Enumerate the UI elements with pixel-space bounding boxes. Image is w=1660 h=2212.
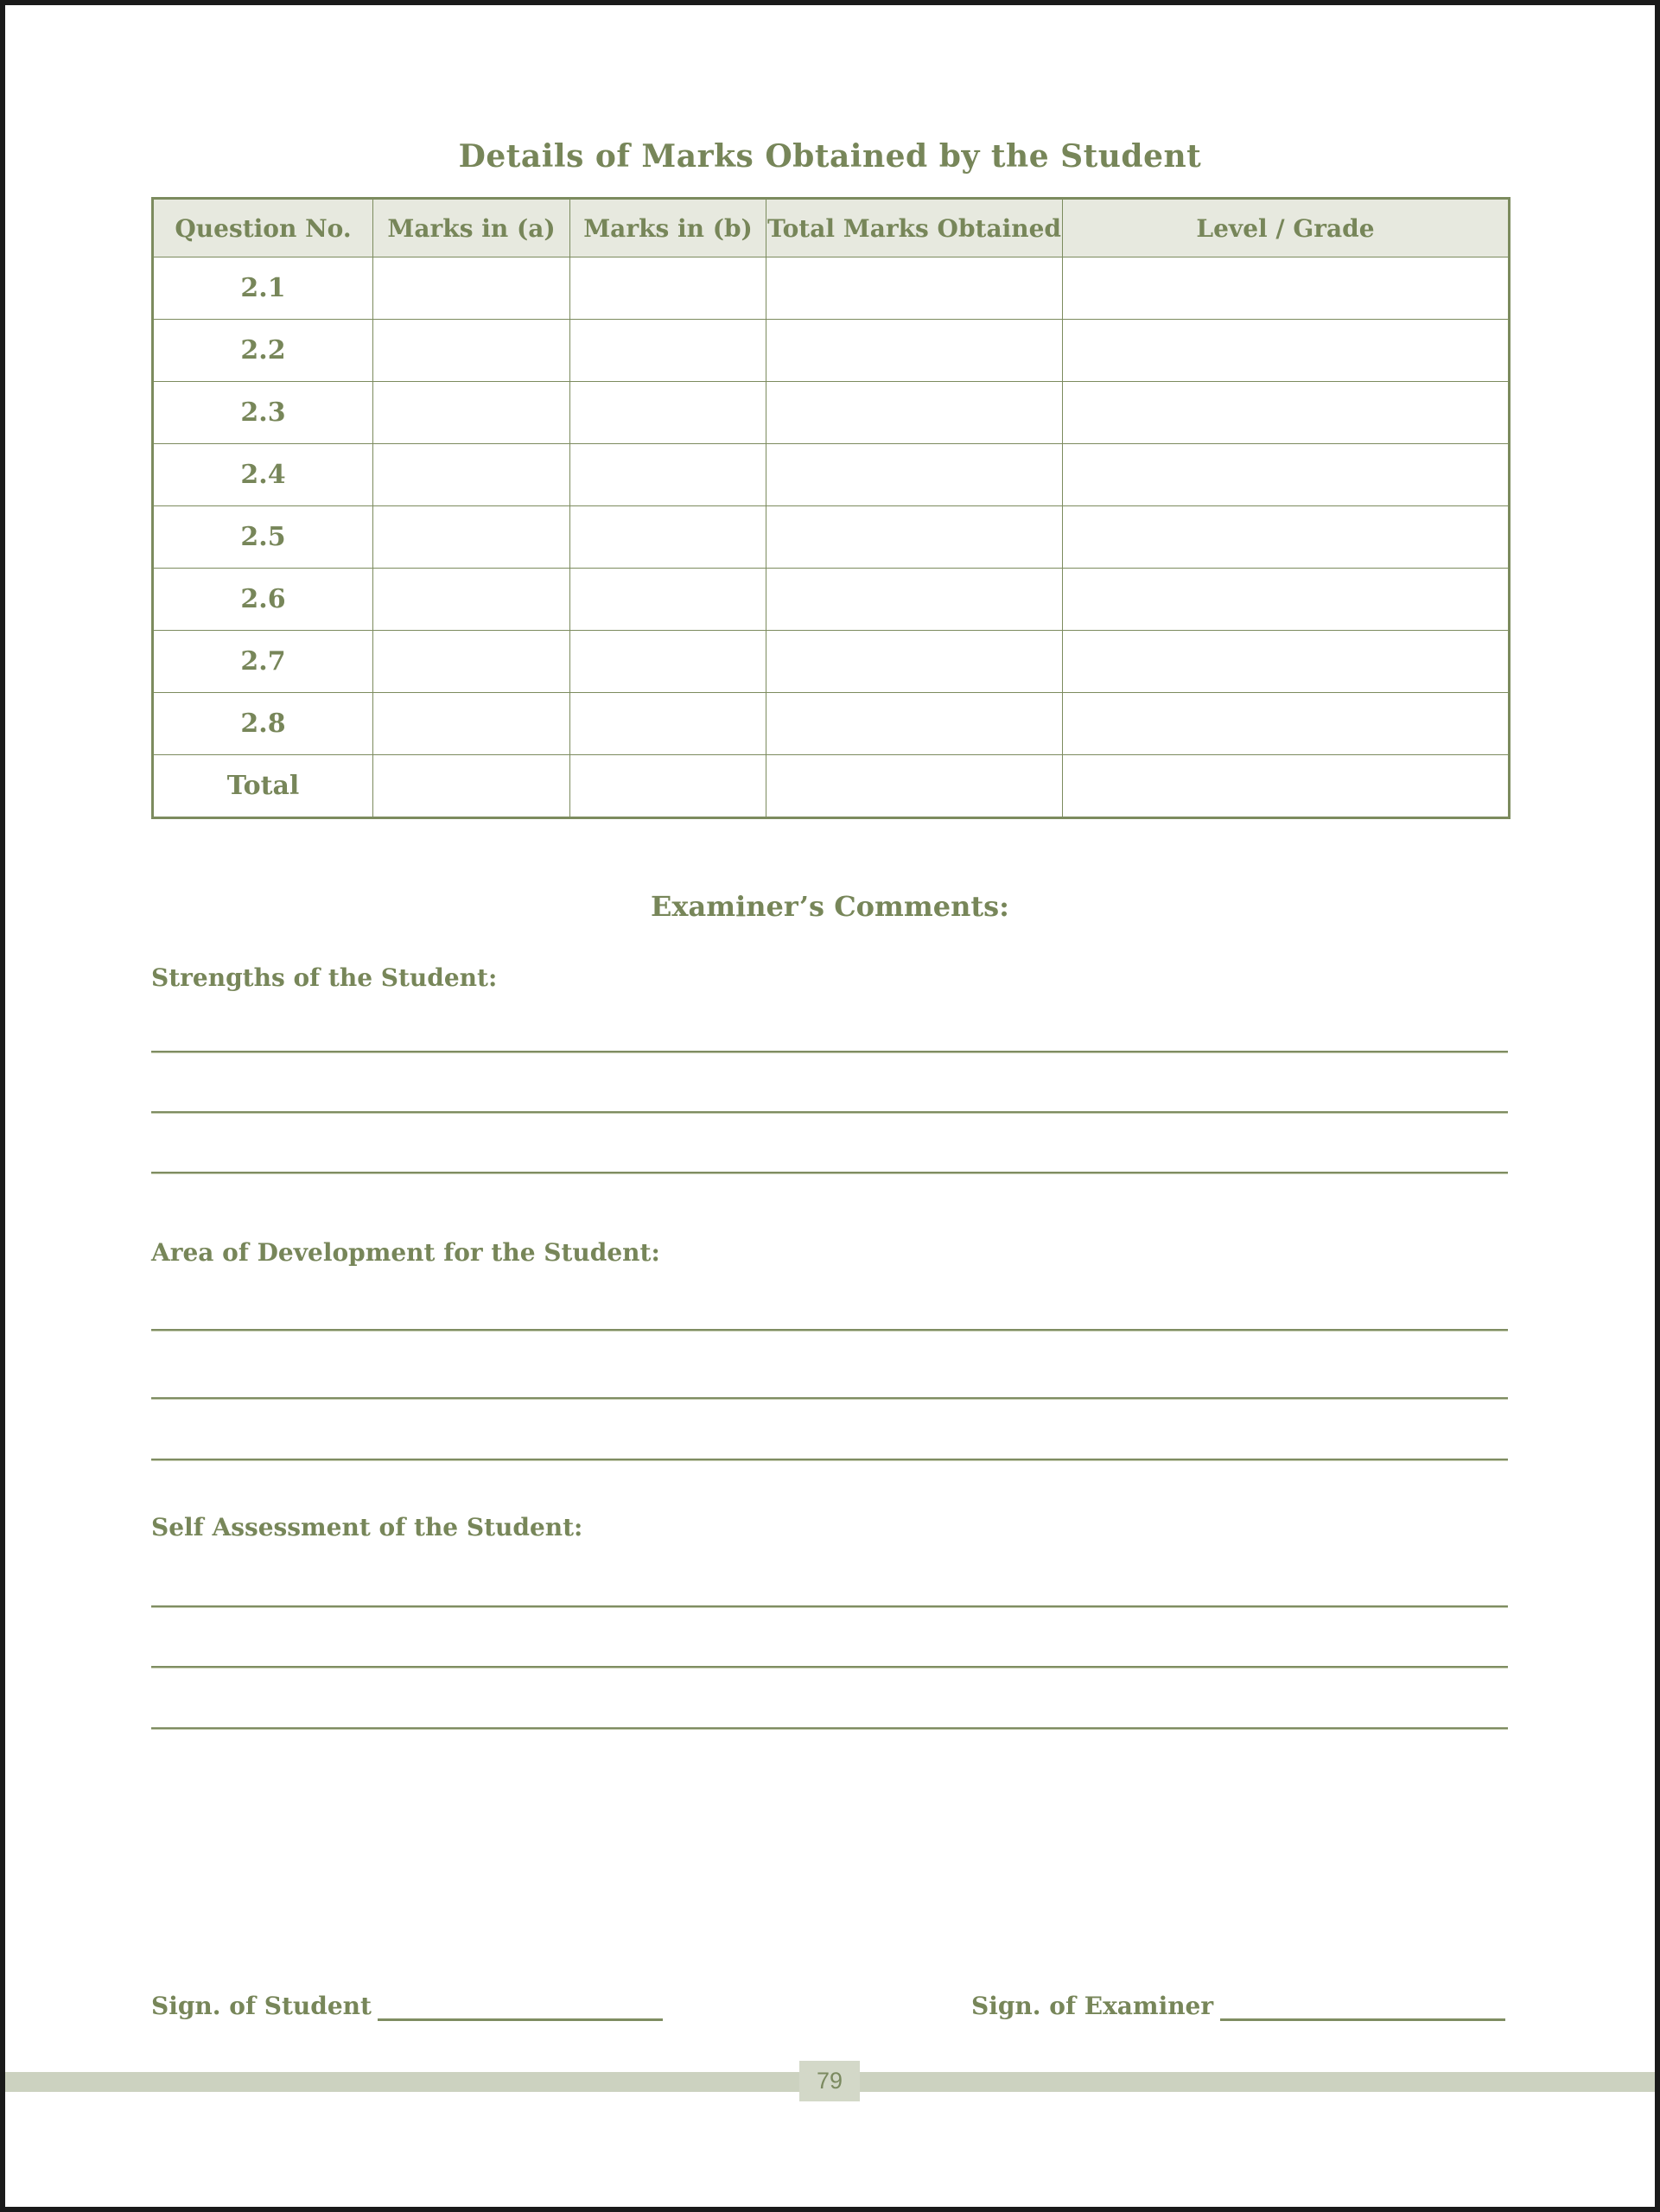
empty-cell: [766, 320, 1063, 382]
page-number-box: [799, 2061, 860, 2101]
question-number-cell: 2.2: [153, 320, 373, 382]
empty-cell: [766, 755, 1063, 818]
empty-cell: [373, 569, 570, 631]
column-header-level-grade: Level / Grade: [1063, 199, 1510, 257]
examiners-comments-heading: Examiner’s Comments:: [651, 890, 1009, 923]
empty-cell: [1063, 569, 1510, 631]
empty-cell: [570, 506, 766, 569]
question-number-cell: 2.1: [153, 257, 373, 320]
writing-line: [151, 1397, 1508, 1400]
column-header-marks-a: Marks in (a): [373, 199, 570, 257]
page-title: Details of Marks Obtained by the Student: [458, 138, 1202, 175]
table-row: [153, 631, 1510, 693]
question-number-cell: 2.4: [153, 444, 373, 506]
writing-line: [151, 1051, 1508, 1053]
sign-of-student-label: Sign. of Student: [151, 1992, 372, 2020]
empty-cell: [766, 631, 1063, 693]
empty-cell: [373, 382, 570, 444]
empty-cell: [766, 693, 1063, 755]
empty-cell: [373, 320, 570, 382]
table-row: [153, 444, 1510, 506]
empty-cell: [570, 382, 766, 444]
empty-cell: [373, 631, 570, 693]
empty-cell: [766, 506, 1063, 569]
empty-cell: [373, 444, 570, 506]
area-of-development-label: Area of Development for the Student:: [151, 1238, 660, 1267]
writing-line: [151, 1111, 1508, 1114]
empty-cell: [373, 506, 570, 569]
table-row: [153, 569, 1510, 631]
question-number-cell: 2.6: [153, 569, 373, 631]
empty-cell: [1063, 693, 1510, 755]
writing-line: [151, 1172, 1508, 1174]
signature-line-examiner: [1220, 2018, 1505, 2021]
empty-cell: [570, 755, 766, 818]
empty-cell: [1063, 257, 1510, 320]
page-number: 79: [816, 2068, 843, 2094]
empty-cell: [766, 382, 1063, 444]
writing-line: [151, 1727, 1508, 1730]
question-number-cell: 2.5: [153, 506, 373, 569]
column-header-marks-b: Marks in (b): [570, 199, 766, 257]
writing-line: [151, 1459, 1508, 1461]
empty-cell: [1063, 382, 1510, 444]
empty-cell: [373, 755, 570, 818]
table-row: [153, 382, 1510, 444]
writing-line: [151, 1666, 1508, 1669]
empty-cell: [1063, 320, 1510, 382]
empty-cell: [1063, 444, 1510, 506]
strengths-label: Strengths of the Student:: [151, 963, 498, 992]
empty-cell: [570, 569, 766, 631]
table-header-row: [153, 199, 1510, 257]
column-header-total-marks: Total Marks Obtained: [766, 199, 1063, 257]
empty-cell: [570, 257, 766, 320]
empty-cell: [373, 693, 570, 755]
empty-cell: [1063, 506, 1510, 569]
empty-cell: [766, 257, 1063, 320]
table-row: [153, 506, 1510, 569]
question-number-cell: 2.3: [153, 382, 373, 444]
question-number-cell: 2.7: [153, 631, 373, 693]
empty-cell: [766, 444, 1063, 506]
empty-cell: [570, 693, 766, 755]
column-header-question-no: Question No.: [153, 199, 373, 257]
empty-cell: [570, 631, 766, 693]
empty-cell: [1063, 755, 1510, 818]
signature-line-student: [378, 2018, 663, 2021]
table-row: [153, 693, 1510, 755]
empty-cell: [1063, 631, 1510, 693]
table-row-total: [153, 755, 1510, 818]
empty-cell: [570, 320, 766, 382]
sign-of-examiner-label: Sign. of Examiner: [971, 1992, 1214, 2020]
empty-cell: [570, 444, 766, 506]
self-assessment-label: Self Assessment of the Student:: [151, 1513, 583, 1541]
writing-line: [151, 1329, 1508, 1332]
empty-cell: [766, 569, 1063, 631]
writing-line: [151, 1605, 1508, 1608]
table-row: [153, 320, 1510, 382]
empty-cell: [373, 257, 570, 320]
total-label-cell: Total: [153, 755, 373, 818]
table-row: [153, 257, 1510, 320]
question-number-cell: 2.8: [153, 693, 373, 755]
marks-table: [151, 197, 1511, 819]
